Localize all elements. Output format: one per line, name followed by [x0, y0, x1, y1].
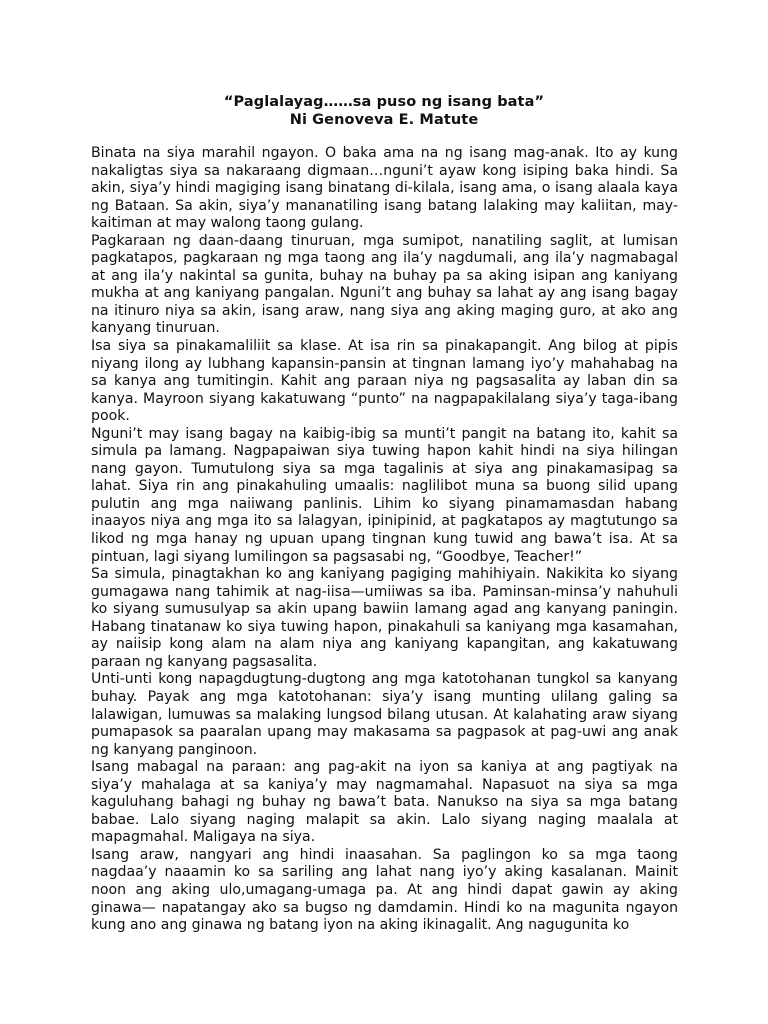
paragraph: Isa siya sa pinakamaliliit sa klase. At isa rin sa pinakapangit. Ang bilog at pipis niyang ilong ay lubhang kapansin-pansin at tingnan lamang iyo’y mahahabag na sa kanya ang tumitingin. Kahit ang paraan niya ng pagsasalita ay laban din sa kanya. Mayroon siyang kakatuwang “punto” na nagpapakilalang siya’y taga-ibang pook.: [91, 338, 678, 425]
document-author: Ni Genoveva E. Matute: [289, 112, 479, 128]
paragraph: Nguni’t may isang bagay na kaibig-ibig sa munti’t pangit na batang ito, kahit sa simula pa lamang. Nagpapaiwan siya tuwing hapon kahit hindi na siya hilingan nang gayon. Tumutulong siya sa mga tagalinis at siya ang pinakamasipag sa lahat. Siya rin ang pinakahuling umaalis: naglilibot muna sa buong silid upang pulutin ang mga naiiwang panlinis. Lihim ko siyang pinamamasdan habang inaayos niya ang mga ito sa lalagyan, ipinipinid, at pagkatapos ay magtutungo sa likod ng mga hanay ng upuan upang tingnan kung tuwid ang bawa’t isa. At sa pintuan, lagi siyang lumilingon sa pagsasabi ng, “Goodbye, Teacher!”: [91, 425, 678, 565]
title-block: [0, 93, 768, 129]
paragraph: Unti-unti kong napagdugtung-dugtong ang mga katotohanan tungkol sa kanyang buhay. Payak ang mga katotohanan: siya’y isang munting ulilang galing sa lalawigan, lumuwas sa malaking lungsod bilang utusan. At kalahating araw siyang pumapasok sa paaralan upang may makasama sa pagpasok at pag-uwi ang anak ng kanyang panginoon.: [91, 671, 678, 758]
paragraph: Isang mabagal na paraan: ang pag-akit na iyon sa kaniya at ang pagtiyak na siya’y mahalaga at sa kaniya’y may nagmamahal. Napasuot na siya sa mga kaguluhang bahagi ng buhay ng bawa’t bata. Nanukso na siya sa mga batang babae. Lalo siyang naging malapit sa akin. Lalo siyang naging maalala at mapagmahal. Maligaya na siya.: [91, 759, 678, 846]
paragraph: Pagkaraan ng daan-daang tinuruan, mga sumipot, nanatiling saglit, at lumisan pagkatapos, pagkaraan ng mga taong ang ila’y nagdumali, ang ila’y nagmabagal at ang ila’y nakintal sa gunita, buhay na buhay pa sa aking isipan ang kaniyang mukha at ang kaniyang pangalan. Nguni’t ang buhay sa lahat ay ang isang bagay na itinuro niya sa akin, isang araw, nang siya ang aking maging guro, at ako ang kanyang tinuruan.: [91, 232, 678, 337]
document-body: [91, 145, 678, 935]
paragraph: Sa simula, pinagtakhan ko ang kaniyang pagiging mahihiyain. Nakikita ko siyang gumagawa nang tahimik at nag-iisa—umiiwas sa iba. Paminsan-minsa’y nahuhuli ko siyang sumusulyap sa akin upang bawiin lamang agad ang kanyang paningin. Habang tinatanaw ko siya tuwing hapon, pinakahuli sa kaniyang mga kasamahan, ay naiisip kong alam na alam niya ang kaniyang kapangitan, ang kakatuwang paraan ng kanyang pagsasalita.: [91, 566, 678, 670]
document-title: “Paglalayag……sa puso ng isang bata”: [223, 94, 545, 110]
paragraph: Binata na siya marahil ngayon. O baka ama na ng isang mag-anak. Ito ay kung nakaligtas siya sa nakaraang digmaan…nguni’t ayaw kong isiping baka hindi. Sa akin, siya’y hindi magiging isang binatang di-kilala, isang ama, o isang alaala kaya ng Bataan. Sa akin, siya’y mananatiling isang batang lalaking may kaliitan, may-kaitiman at may walong taong gulang.: [91, 145, 678, 232]
paragraph: Isang araw, nangyari ang hindi inaasahan. Sa paglingon ko sa mga taong nagdaa’y naaamin ko sa sariling ang lahat nang iyo’y aking kasalanan. Mainit noon ang aking ulo,umagang-umaga pa. At ang hindi dapat gawin ay aking ginawa— napatangay ako sa bugso ng damdamin. Hindi ko na magunita ngayon kung ano ang ginawa ng batang iyon na aking ikinagalit. Ang nagugunita ko: [91, 846, 678, 934]
